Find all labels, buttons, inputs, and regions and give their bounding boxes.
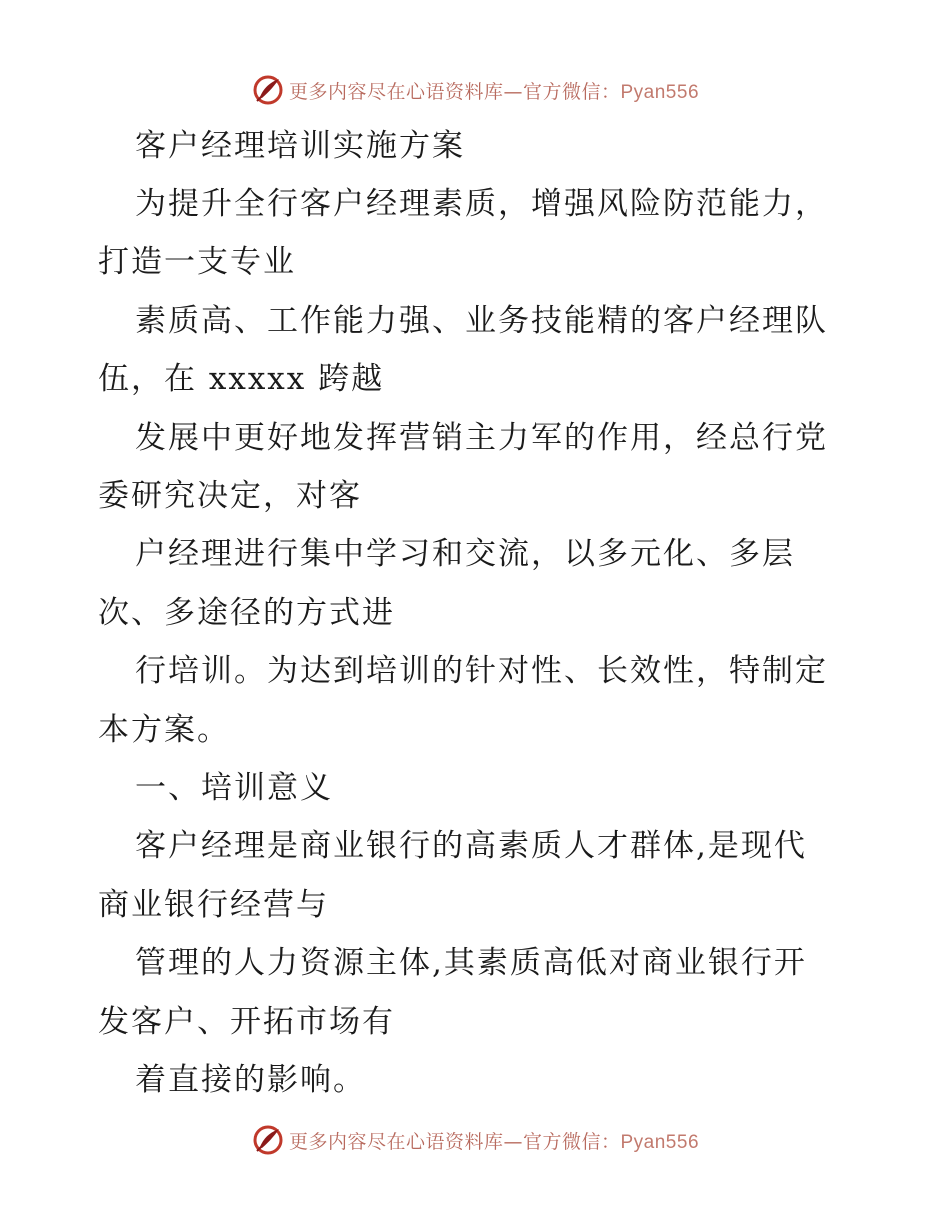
section-heading: 一、培训意义 [135,770,333,806]
document-title: 客户经理培训实施方案 [135,128,465,164]
banner-text [289,77,699,104]
paragraph-line: 为提升全行客户经理素质，增强风险防范能力， [135,186,828,222]
banner-separator: — [503,80,523,103]
paragraph-line: 商业银行经营与 [98,887,329,923]
paragraph-line: 户经理进行集中学习和交流，以多元化、多层 [135,536,795,572]
paragraph-line: 委研究决定，对客 [98,478,362,514]
banner-wechat-id: Pyan556 [620,1131,700,1153]
banner-main-text: 更多内容尽在心语资料库 [288,80,504,103]
paragraph-line: 打造一支专业 [98,244,296,280]
footer-watermark-banner [0,1120,950,1160]
feather-pen-logo-icon [251,73,285,107]
banner-text [289,1127,699,1154]
paragraph-line: 着直接的影响。 [135,1062,366,1098]
paragraph-line: 行培训。为达到培训的针对性、长效性，特制定 [135,653,828,689]
banner-wechat-id: Pyan556 [620,81,700,103]
banner-main-text: 更多内容尽在心语资料库 [288,1130,504,1153]
paragraph-line: 管理的人力资源主体,其素质高低对商业银行开 [135,945,807,981]
paragraph-line: 客户经理是商业银行的高素质人才群体,是现代 [135,828,807,864]
paragraph-line: 伍，在 xxxxx 跨越 [98,361,385,397]
header-watermark-banner [0,70,950,110]
paragraph-line: 素质高、工作能力强、业务技能精的客户经理队 [135,303,828,339]
feather-pen-logo-icon [251,1123,285,1157]
banner-separator: — [503,1130,523,1153]
paragraph-line: 发展中更好地发挥营销主力军的作用，经总行党 [135,420,828,456]
banner-wechat-label: 官方微信： [522,1130,621,1153]
paragraph-line: 本方案。 [98,712,230,748]
paragraph-line: 次、多途径的方式进 [98,595,395,631]
banner-wechat-label: 官方微信： [522,80,621,103]
paragraph-line: 发客户、开拓市场有 [98,1004,395,1040]
